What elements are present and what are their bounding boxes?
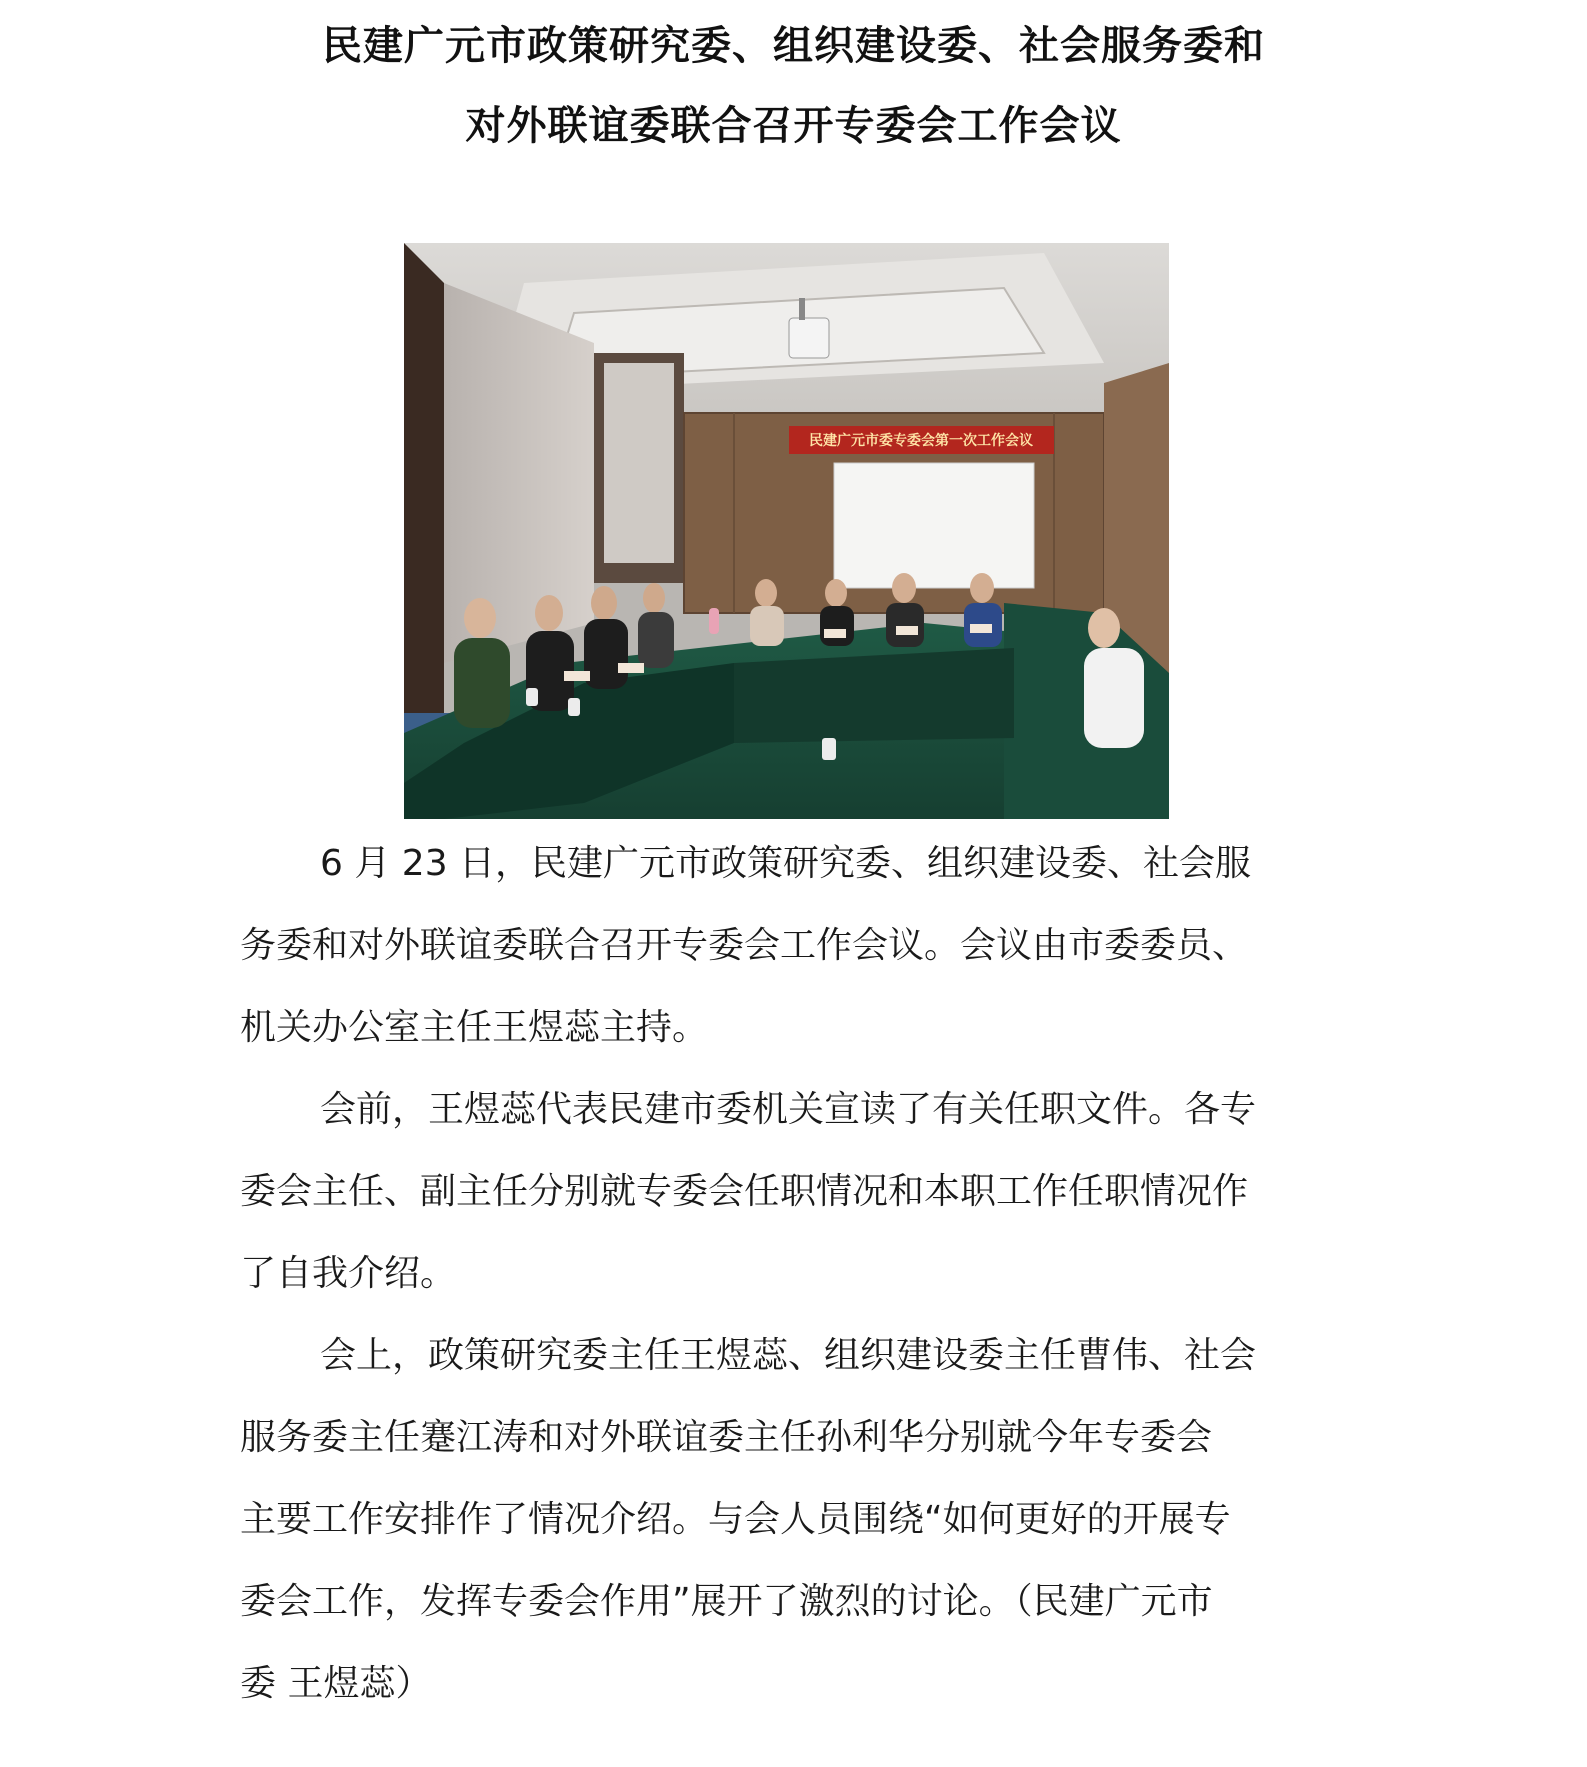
document-title-line-2: 对外联谊委联合召开专委会工作会议 (465, 102, 1122, 149)
banner-text: 民建广元市委专委会第一次工作会议 (809, 433, 1033, 449)
paragraph-3 (240, 1315, 1332, 1725)
paragraph-1 (240, 823, 1332, 1069)
paragraph-line: 会前，王煜蕊代表民建市委机关宣读了有关任职文件。各专 (320, 1089, 1257, 1130)
paragraph-2 (240, 1069, 1332, 1315)
paragraph-line: 委会工作，发挥专委会作用”展开了激烈的讨论。（民建广元市 (240, 1581, 1213, 1622)
paragraph-line: 机关办公室主任王煜蕊主持。 (240, 1007, 709, 1048)
paragraph-line: 务委和对外联谊委联合召开专委会工作会议。会议由市委委员、 (240, 925, 1249, 966)
paragraph-line: 服务委主任蹇江涛和对外联谊委主任孙利华分别就今年专委会 (240, 1417, 1213, 1458)
paragraph-line: 主要工作安排作了情况介绍。与会人员围绕“如何更好的开展专 (240, 1499, 1231, 1540)
document-title-line-1: 民建广元市政策研究委、组织建设委、社会服务委和 (322, 22, 1265, 69)
paragraph-line: 会上，政策研究委主任王煜蕊、组织建设委主任曹伟、社会 (320, 1335, 1257, 1376)
paragraph-line: 了自我介绍。 (240, 1253, 457, 1294)
paragraph-line: 6 月 23 日，民建广元市政策研究委、组织建设委、社会服 (320, 843, 1252, 884)
paragraph-line: 委 王煜蕊） (240, 1663, 432, 1704)
meeting-photo (404, 243, 1169, 819)
paragraph-line: 委会主任、副主任分别就专委会任职情况和本职工作任职情况作 (240, 1171, 1249, 1212)
